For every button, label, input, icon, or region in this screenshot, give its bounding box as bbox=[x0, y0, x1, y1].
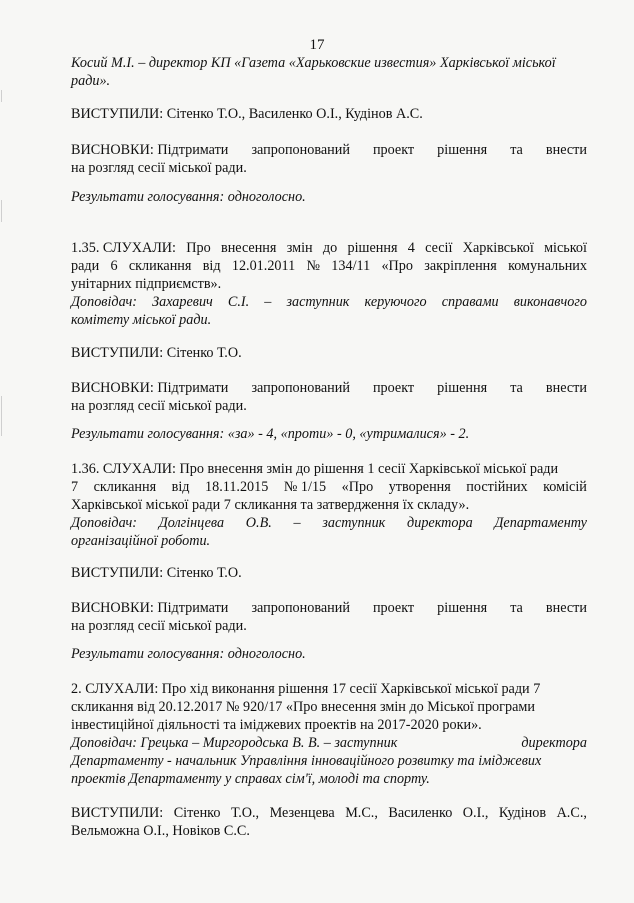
word: запропонований bbox=[251, 142, 350, 158]
word: ВИСНОВКИ: Підтримати bbox=[71, 380, 229, 396]
word: Захаревич bbox=[152, 294, 213, 310]
conclusion-line bbox=[71, 379, 587, 397]
reporter-line: Косий М.І. – директор КП «Газета «Харьковские известия» Харківської міської bbox=[71, 55, 556, 71]
word: скликання bbox=[128, 258, 192, 274]
word: Сітенко bbox=[173, 805, 221, 821]
word: рішення bbox=[437, 600, 488, 616]
word: 134/11 bbox=[331, 258, 371, 274]
word: внести bbox=[545, 380, 587, 396]
word: Василенко bbox=[388, 805, 453, 821]
word: 1.35. СЛУХАЛИ: bbox=[71, 240, 176, 256]
word: міської bbox=[544, 240, 587, 256]
conclusion-line: на розгляд сесії міської ради. bbox=[71, 160, 247, 176]
word: закріплення bbox=[424, 258, 497, 274]
reporter-text: Доповідач: Грецька – Миргородська В. В. – заступник bbox=[71, 735, 398, 751]
page-number: 17 bbox=[309, 37, 325, 53]
heard-line: скликання від 20.12.2017 № 920/17 «Про внесення змін до Міської програми bbox=[71, 699, 535, 715]
word: внести bbox=[545, 142, 587, 158]
word: рішення bbox=[437, 380, 488, 396]
reporter-line: Департаменту - начальник Управління інноваційного розвитку та іміджевих bbox=[71, 753, 542, 769]
word: Про bbox=[186, 240, 211, 256]
word: – bbox=[264, 294, 272, 310]
word: А.С., bbox=[556, 805, 587, 821]
heard-line bbox=[71, 257, 587, 275]
word: виконавчого bbox=[513, 294, 587, 310]
word: ВИСНОВКИ: Підтримати bbox=[71, 600, 229, 616]
word: О.І., bbox=[462, 805, 489, 821]
word: внесення bbox=[221, 240, 277, 256]
word: № 1/15 bbox=[283, 479, 327, 495]
word: ВИСТУПИЛИ: bbox=[71, 805, 164, 821]
word: проект bbox=[372, 600, 415, 616]
reporter-line: комітету міської ради. bbox=[71, 312, 212, 328]
word: та bbox=[510, 380, 523, 396]
word: сесії bbox=[425, 240, 453, 256]
reporter-line: організаційної роботи. bbox=[71, 533, 211, 549]
word: проект bbox=[372, 380, 415, 396]
heard-line bbox=[71, 478, 587, 496]
word: Департаменту bbox=[494, 515, 587, 531]
word: рішення bbox=[347, 240, 398, 256]
word: запропонований bbox=[251, 380, 350, 396]
word: Долгінцева bbox=[158, 515, 225, 531]
conclusion-line: на розгляд сесії міської ради. bbox=[71, 398, 247, 414]
word: комунальних bbox=[508, 258, 587, 274]
scan-artifact bbox=[1, 396, 2, 436]
speakers-line: Вельможна О.І., Новіков С.С. bbox=[71, 823, 250, 839]
word: Харківської bbox=[462, 240, 534, 256]
word: «Про bbox=[381, 258, 413, 274]
heard-line: 2. СЛУХАЛИ: Про хід виконання рішення 17 сесії Харківської міської ради 7 bbox=[71, 681, 541, 697]
word: постійних bbox=[466, 479, 528, 495]
word: Т.О., bbox=[230, 805, 260, 821]
word: № bbox=[306, 258, 320, 274]
speakers-line: ВИСТУПИЛИ: Сітенко Т.О. bbox=[71, 565, 242, 581]
word: Доповідач: bbox=[71, 294, 137, 310]
word: утворення bbox=[388, 479, 451, 495]
heard-line: інвестиційної діяльності та іміджевих проектів на 2017-2020 роки». bbox=[71, 717, 482, 733]
word: проект bbox=[372, 142, 415, 158]
word: запропонований bbox=[251, 600, 350, 616]
scan-artifact bbox=[1, 90, 2, 102]
word: 6 bbox=[110, 258, 118, 274]
word: та bbox=[510, 600, 523, 616]
word: 4 bbox=[407, 240, 415, 256]
speakers-line: ВИСТУПИЛИ: Сітенко Т.О. bbox=[71, 345, 242, 361]
word: справами bbox=[441, 294, 499, 310]
reporter-line: ради». bbox=[71, 73, 111, 89]
word: «Про bbox=[341, 479, 374, 495]
heard-line: Харківської міської ради 7 скликання та затвердження їх складу». bbox=[71, 497, 470, 513]
reporter-position: директора bbox=[521, 735, 587, 751]
word: скликання bbox=[93, 479, 157, 495]
conclusion-line bbox=[71, 141, 587, 159]
word: 7 bbox=[71, 479, 79, 495]
word: заступник bbox=[322, 515, 386, 531]
word: та bbox=[510, 142, 523, 158]
word: 12.01.2011 bbox=[231, 258, 296, 274]
word: ВИСНОВКИ: Підтримати bbox=[71, 142, 229, 158]
word: до bbox=[322, 240, 338, 256]
word: від bbox=[171, 479, 190, 495]
word: М.С., bbox=[345, 805, 378, 821]
word: С.І. bbox=[227, 294, 250, 310]
word: рішення bbox=[437, 142, 488, 158]
word: керуючого bbox=[364, 294, 427, 310]
word: директора bbox=[407, 515, 473, 531]
word: змін bbox=[286, 240, 313, 256]
reporter-line bbox=[71, 734, 587, 752]
word: внести bbox=[545, 600, 587, 616]
voting-result: Результати голосування: «за» - 4, «проти» - 0, «утрималися» - 2. bbox=[71, 426, 470, 442]
word: від bbox=[202, 258, 221, 274]
word: ради bbox=[71, 258, 100, 274]
word: Кудінов bbox=[498, 805, 547, 821]
reporter-line: проектів Департаменту у справах сім'ї, молоді та спорту. bbox=[71, 771, 430, 787]
heard-line: унітарних підприємств». bbox=[71, 276, 222, 292]
heard-line bbox=[71, 239, 587, 257]
scan-artifact bbox=[1, 200, 2, 222]
word: – bbox=[293, 515, 301, 531]
voting-result: Результати голосування: одноголосно. bbox=[71, 646, 306, 662]
reporter-line bbox=[71, 293, 587, 311]
word: Доповідач: bbox=[71, 515, 137, 531]
word: О.В. bbox=[245, 515, 272, 531]
word: 18.11.2015 bbox=[205, 479, 269, 495]
conclusion-line bbox=[71, 599, 587, 617]
voting-result: Результати голосування: одноголосно. bbox=[71, 189, 306, 205]
word: комісій bbox=[543, 479, 587, 495]
word: заступник bbox=[286, 294, 350, 310]
word: Мезенцева bbox=[269, 805, 335, 821]
heard-line: 1.36. СЛУХАЛИ: Про внесення змін до рішення 1 сесії Харківської міської ради bbox=[71, 461, 559, 477]
speakers-line: ВИСТУПИЛИ: Сітенко Т.О., Василенко О.І., Кудінов А.С. bbox=[71, 106, 423, 122]
speakers-line bbox=[71, 804, 587, 822]
reporter-line bbox=[71, 514, 587, 532]
conclusion-line: на розгляд сесії міської ради. bbox=[71, 618, 247, 634]
